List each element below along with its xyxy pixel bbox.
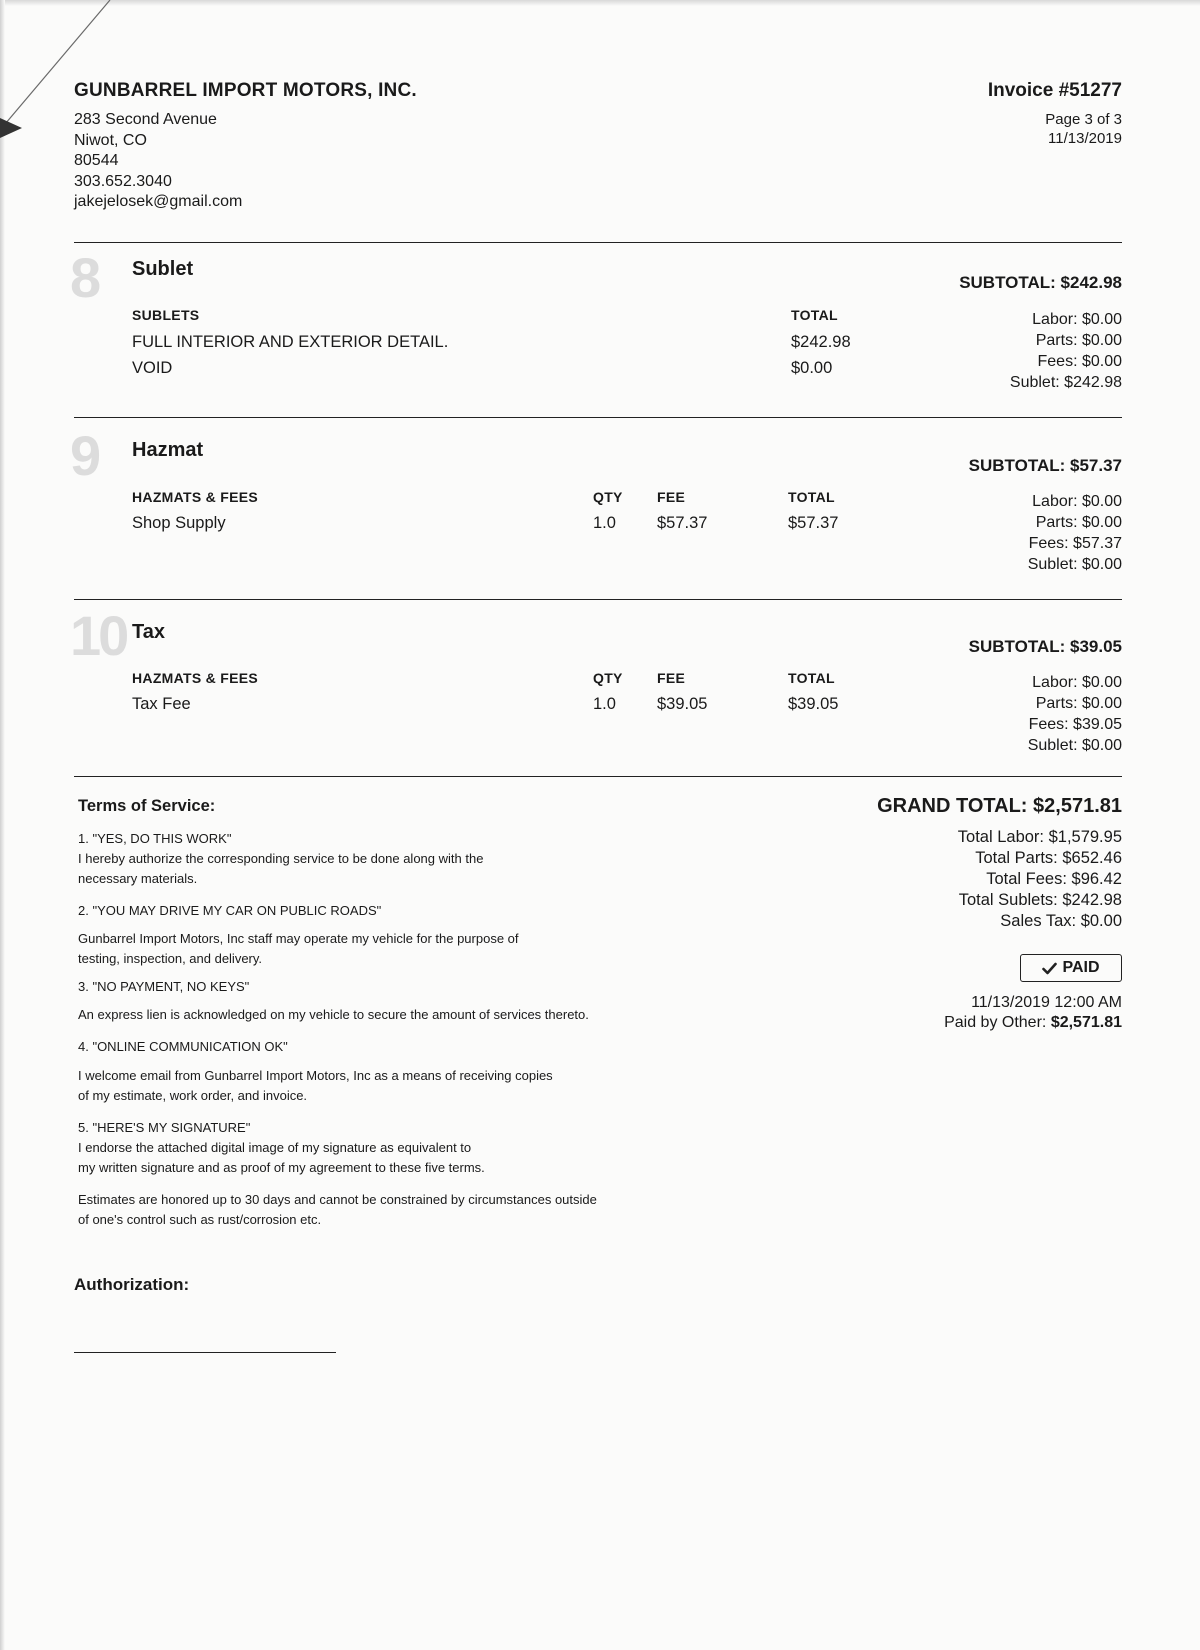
- page-indicator: Page 3 of 3: [1045, 111, 1122, 128]
- total-fees: Total Fees: $96.42: [986, 870, 1122, 888]
- breakdown-fees: Fees: $39.05: [1028, 716, 1122, 733]
- section-breakdown: [1028, 491, 1122, 575]
- breakdown-labor: Labor: $0.00: [1032, 674, 1122, 691]
- line-item-name: Shop Supply: [132, 514, 226, 532]
- authorization-title: Authorization:: [74, 1275, 190, 1294]
- section-number: 10: [70, 604, 127, 667]
- column-header-total: TOTAL: [791, 307, 838, 323]
- total-sublets: Total Sublets: $242.98: [958, 891, 1122, 909]
- section-title: Hazmat: [132, 439, 204, 461]
- term-body-line: Gunbarrel Import Motors, Inc staff may operate my vehicle for the purpose of: [78, 931, 519, 946]
- column-header-hazmats: HAZMATS & FEES: [132, 489, 259, 505]
- paid-datetime: 11/13/2019 12:00 AM: [971, 994, 1122, 1011]
- line-item-qty: 1.0: [593, 695, 616, 713]
- term-body-line: necessary materials.: [78, 871, 198, 886]
- term-heading: 3. "NO PAYMENT, NO KEYS": [78, 979, 250, 994]
- paid-badge: [1020, 954, 1122, 982]
- line-item-fee: $57.37: [657, 514, 708, 532]
- term-item: [78, 977, 698, 1025]
- column-header-qty: QTY: [593, 489, 623, 505]
- breakdown-parts: Parts: $0.00: [1035, 332, 1122, 349]
- invoice-number: Invoice #51277: [987, 80, 1122, 101]
- breakdown-parts: Parts: $0.00: [1035, 514, 1122, 531]
- line-item-total: $242.98: [791, 333, 851, 351]
- line-item-name: VOID: [132, 359, 173, 377]
- term-item: [78, 901, 698, 969]
- sales-tax: Sales Tax: $0.00: [1000, 912, 1122, 930]
- section-subtotal: SUBTOTAL: $242.98: [959, 273, 1122, 292]
- section-number: 9: [70, 424, 99, 487]
- email-address: jakejelosek@gmail.com: [74, 193, 243, 210]
- term-body-line: of my estimate, work order, and invoice.: [78, 1088, 308, 1103]
- totals-breakdown: [958, 827, 1122, 932]
- term-body-line: An express lien is acknowledged on my vehicle to secure the amount of services thereto.: [78, 1007, 589, 1022]
- section-divider: [74, 599, 1122, 600]
- paid-label: PAID: [1062, 959, 1100, 976]
- invoice-date: 11/13/2019: [1048, 130, 1122, 147]
- line-item-qty: 1.0: [593, 514, 616, 532]
- total-parts: Total Parts: $652.46: [975, 849, 1122, 867]
- section-divider: [74, 417, 1122, 418]
- section-divider: [74, 242, 1122, 243]
- breakdown-sublet: Sublet: $0.00: [1027, 737, 1122, 754]
- breakdown-fees: Fees: $57.37: [1028, 535, 1122, 552]
- column-header-total: TOTAL: [788, 670, 835, 686]
- column-header-fee: FEE: [657, 670, 686, 686]
- total-labor: Total Labor: $1,579.95: [957, 828, 1122, 846]
- term-item: [78, 829, 698, 889]
- company-name: GUNBARREL IMPORT MOTORS, INC.: [74, 80, 417, 101]
- section-breakdown: [1010, 309, 1122, 393]
- breakdown-labor: Labor: $0.00: [1032, 493, 1122, 510]
- section-title: Tax: [132, 621, 165, 643]
- line-item-fee: $39.05: [657, 695, 708, 713]
- terms-footer-line: of one's control such as rust/corrosion etc.: [78, 1212, 322, 1227]
- company-address: [74, 110, 242, 213]
- invoice-meta: [1045, 110, 1122, 148]
- line-item-name: Tax Fee: [132, 695, 191, 713]
- terms-footer-line: Estimates are honored up to 30 days and cannot be constrained by circumstances outside: [78, 1192, 597, 1207]
- grand-total: GRAND TOTAL: $2,571.81: [877, 795, 1122, 817]
- term-body-line: I hereby authorize the corresponding service to be done along with the: [78, 851, 484, 866]
- section-subtotal: SUBTOTAL: $57.37: [968, 456, 1122, 475]
- column-header-sublets: SUBLETS: [132, 307, 200, 323]
- column-header-hazmats: HAZMATS & FEES: [132, 670, 259, 686]
- terms-of-service: [78, 829, 698, 1230]
- terms-title: Terms of Service:: [78, 797, 216, 815]
- check-icon: [1042, 962, 1057, 975]
- term-heading: 4. "ONLINE COMMUNICATION OK": [78, 1039, 288, 1054]
- address-line: 283 Second Avenue: [74, 111, 217, 128]
- paid-by-label: Paid by Other:: [944, 1014, 1047, 1031]
- paid-by: [944, 1014, 1122, 1032]
- address-line: 80544: [74, 152, 119, 169]
- term-heading: 1. "YES, DO THIS WORK": [78, 831, 232, 846]
- phone-number: 303.652.3040: [74, 172, 172, 190]
- term-body-line: I welcome email from Gunbarrel Import Motors, Inc as a means of receiving copies: [78, 1068, 553, 1083]
- term-item: [78, 1037, 698, 1106]
- terms-footer: [78, 1190, 698, 1230]
- line-item-total: $39.05: [788, 695, 839, 713]
- column-header-fee: FEE: [657, 489, 686, 505]
- breakdown-parts: Parts: $0.00: [1035, 695, 1122, 712]
- column-header-qty: QTY: [593, 670, 623, 686]
- section-title: Sublet: [132, 258, 194, 280]
- breakdown-fees: Fees: $0.00: [1037, 353, 1122, 370]
- section-subtotal: SUBTOTAL: $39.05: [968, 637, 1122, 656]
- signature-line: [74, 1352, 336, 1353]
- term-heading: 5. "HERE'S MY SIGNATURE": [78, 1120, 251, 1135]
- paid-by-amount: $2,571.81: [1050, 1014, 1122, 1031]
- scan-top-edge: [0, 0, 1200, 6]
- term-item: [78, 1118, 698, 1178]
- section-number: 8: [70, 246, 99, 309]
- line-item-name: FULL INTERIOR AND EXTERIOR DETAIL.: [132, 333, 449, 351]
- breakdown-sublet: Sublet: $242.98: [1009, 374, 1122, 391]
- term-body-line: testing, inspection, and delivery.: [78, 951, 263, 966]
- column-header-total: TOTAL: [788, 489, 835, 505]
- address-line: Niwot, CO: [74, 131, 147, 149]
- scan-left-edge: [0, 0, 5, 1650]
- breakdown-sublet: Sublet: $0.00: [1027, 556, 1122, 573]
- breakdown-labor: Labor: $0.00: [1032, 311, 1122, 328]
- term-heading: 2. "YOU MAY DRIVE MY CAR ON PUBLIC ROADS": [78, 903, 382, 918]
- line-item-total: $0.00: [791, 359, 833, 377]
- term-body-line: I endorse the attached digital image of my signature as equivalent to: [78, 1140, 472, 1155]
- line-item-total: $57.37: [788, 514, 839, 532]
- term-body-line: my written signature and as proof of my agreement to these five terms.: [78, 1160, 485, 1175]
- section-breakdown: [1028, 672, 1122, 756]
- section-divider: [74, 776, 1122, 777]
